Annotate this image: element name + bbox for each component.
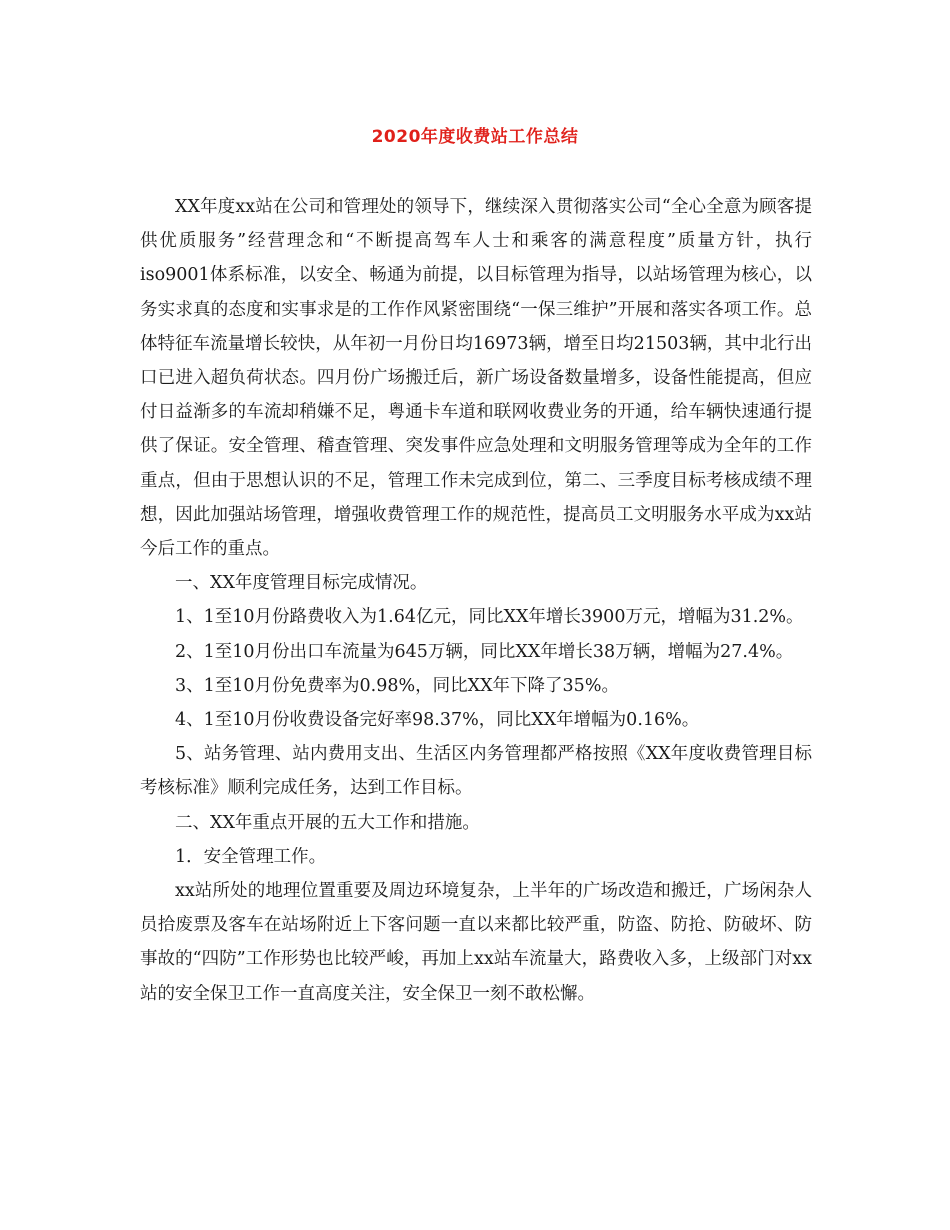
body-paragraph: xx站所处的地理位置重要及周边环境复杂，上半年的广场改造和搬迁，广场闲杂人员拾废票及客车在站场附近上下客问题一直以来都比较严重，防盗、防抢、防破坏、防事故的“四防”工作形势也比较严峻，再加上xx站车流量大，路费收入多，上级部门对xx站的安全保卫工作一直高度关注，安全保卫一刻不敢松懈。 — [140, 881, 812, 1004]
document-title: 2020年度收费站工作总结 — [371, 127, 579, 147]
list-item: 3、1至10月份免费率为0.98%，同比XX年下降了35%。 — [175, 675, 619, 696]
section-heading-2: 二、XX年重点开展的五大工作和措施。 — [175, 812, 480, 833]
list-item: 1、1至10月份路费收入为1.64亿元，同比XX年增长3900万元，增幅为31.2%。 — [175, 607, 804, 628]
list-item: 2、1至10月份出口车流量为645万辆，同比XX年增长38万辆，增幅为27.4%。 — [175, 641, 794, 662]
intro-paragraph: XX年度xx站在公司和管理处的领导下，继续深入贯彻落实公司“全心全意为顾客提供优质服务”经营理念和“不断提高驾车人士和乘客的满意程度”质量方针，执行iso9001体系标准，以安全、畅通为前提，以目标管理为指导，以站场管理为核心，以务实求真的态度和实事求是的工作作风紧密围绕“一保三维护”开展和落实各项工作。总体特征车流量增长较快，从年初一月份日均16973辆，增至日均21503辆，其中北行出口已进入超负荷状态。四月份广场搬迁后，新广场设备数量增多，设备性能提高，但应付日益渐多的车流却稍嫌不足，粤通卡车道和联网收费业务的开通，给车辆快速通行提供了保证。安全管理、稽查管理、突发事件应急处理和文明服务管理等成为全年的工作重点，但由于思想认识的不足，管理工作未完成到位，第二、三季度目标考核成绩不理想，因此加强站场管理，增强收费管理工作的规范性，提高员工文明服务水平成为xx站今后工作的重点。 — [140, 197, 812, 560]
list-item: 4、1至10月份收费设备完好率98.37%，同比XX年增幅为0.16%。 — [175, 710, 700, 731]
list-item: 5、站务管理、站内费用支出、生活区内务管理都严格按照《XX年度收费管理目标考核标准》顺利完成任务，达到工作目标。 — [140, 744, 812, 799]
subsection-heading: 1．安全管理工作。 — [175, 846, 327, 867]
section-heading-1: 一、XX年度管理目标完成情况。 — [175, 573, 428, 594]
document-body — [140, 190, 812, 1011]
